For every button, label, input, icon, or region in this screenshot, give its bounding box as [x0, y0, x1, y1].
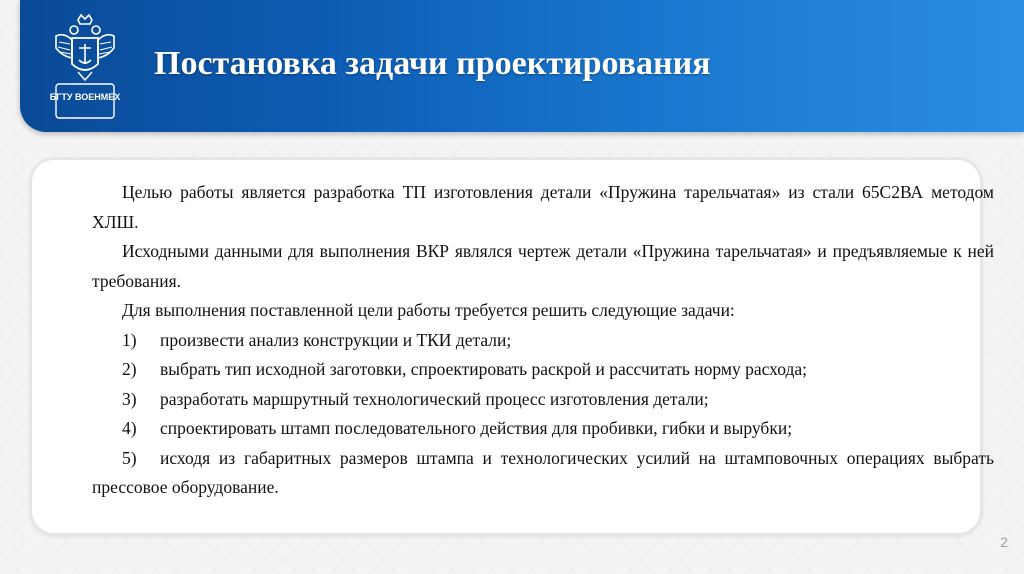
university-logo	[50, 14, 120, 120]
task-text: произвести анализ конструкции и ТКИ детали;	[160, 329, 512, 350]
slide-header	[20, 0, 1024, 132]
content-card	[32, 160, 994, 533]
task-text: спроектировать штамп последовательного действия для пробивки, гибки и вырубки;	[160, 418, 793, 438]
task-item-3	[92, 385, 994, 415]
task-number: 1)	[122, 329, 137, 350]
paragraph-goal: Целью работы является разработка ТП изготовления детали «Пружина тарельчатая» из стали 65С2ВА методом ХЛШ.	[92, 182, 994, 232]
eagle-emblem-icon	[50, 14, 120, 120]
task-number: 4)	[122, 418, 137, 438]
slide-title: Постановка задачи проектирования	[154, 45, 711, 82]
task-number: 2)	[122, 359, 137, 379]
logo-text: БГТУ ВОЕНМЕХ	[50, 92, 120, 102]
task-text: выбрать тип исходной заготовки, спроектировать раскрой и рассчитать норму расхода;	[160, 359, 808, 379]
task-item-4	[92, 414, 994, 444]
task-item-2	[92, 355, 994, 385]
task-item-1	[92, 326, 994, 356]
task-item-5	[92, 444, 994, 503]
task-number: 3)	[122, 388, 137, 409]
page-number: 2	[1000, 534, 1008, 550]
task-text: разработать маршрутный технологический процесс изготовления детали;	[160, 388, 709, 409]
task-number: 5)	[122, 447, 137, 468]
paragraph-tasks-intro: Для выполнения поставленной цели работы требуется решить следующие задачи:	[122, 300, 735, 320]
content-body	[92, 178, 994, 503]
paragraph-source-data: Исходными данными для выполнения ВКР являлся чертеж детали «Пружина тарельчатая» и предъявляемые к ней требования.	[92, 241, 994, 291]
task-text: исходя из габаритных размеров штампа и технологических усилий на штамповочных операциях выбрать прессовое оборудование.	[92, 447, 994, 497]
